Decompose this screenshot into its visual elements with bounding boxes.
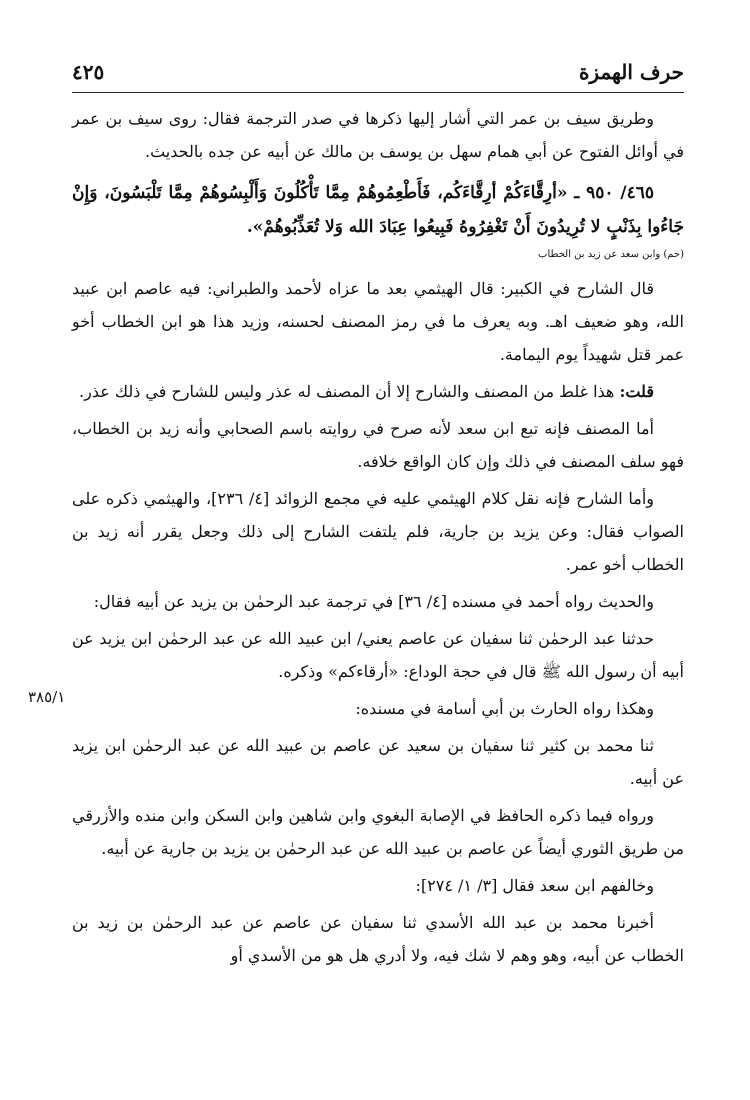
paragraph: وهكذا رواه الحارث بن أبي أسامة في مسنده: xyxy=(355,699,654,718)
paragraph-text: هذا غلط من المصنف والشارح إلا أن المصنف له عذر وليس للشارح في ذلك عذر. xyxy=(79,382,620,401)
qultu-label: قلت: xyxy=(619,382,654,401)
hadith-source: (حم) وابن سعد عن زيد بن الخطاب xyxy=(538,249,684,260)
paragraph: وطريق سيف بن عمر التي أشار إليها ذكرها في صدر الترجمة فقال: روى سيف بن عمر في أوائل الفتوح عن أبي همام سهل بن يوسف بن مالك عن أبيه عن جده بالحديث. xyxy=(72,109,684,161)
paragraph xyxy=(72,375,684,408)
hadith-text: ٤٦٥/ ٩٥٠ ـ «أرِقَّاءَكُمْ أرِقَّاءَكُم، فَأَطْعِمُوهُمْ مِمَّا تَأْكُلُونَ وَأَلْبِسُوهُمْ مِمَّا تَلْبَسُونَ، وَإِنْ جَاءُوا بِذَنْبٍ لا تُرِيدُونَ أَنْ تَغْفِرُوهُ فَبِيعُوا عِبَادَ الله وَلا تُعَذِّبُوهُمْ». xyxy=(72,183,684,237)
page-body xyxy=(72,102,684,976)
paragraph: وأما الشارح فإنه نقل كلام الهيثمي عليه في مجمع الزوائد [٤/ ٢٣٦]، والهيثمي ذكره على الصواب فقال: وعن يزيد بن جارية، فلم يلتفت الشارح إلى ذلك وجعل يقرر أنه زيد بن الخطاب أخو عمر. xyxy=(72,489,684,574)
paragraph: قال الشارح في الكبير: قال الهيثمي بعد ما عزاه لأحمد والطبراني: فيه عاصم ابن عبيد الله، وهو ضعيف اهـ. وبه يعرف ما في رمز المصنف لحسنه، وزيد هذا هو ابن الخطاب أخو عمر قتل شهيداً يوم اليمامة. xyxy=(72,279,684,364)
running-header xyxy=(72,56,684,93)
margin-page-marker: ٣٨٥/١ xyxy=(28,688,66,706)
paragraph: وخالفهم ابن سعد فقال [٣/ ١/ ٢٧٤]: xyxy=(415,876,654,895)
paragraph: ورواه فيما ذكره الحافظ في الإصابة البغوي وابن شاهين وابن السكن وابن منده والأزرقي من طريق الثوري أيضاً عن عاصم بن عبيد الله عن عبد الرحمٰن بن يزيد بن جارية عن أبيه. xyxy=(72,806,684,858)
paragraph: حدثنا عبد الرحمٰن ثنا سفيان عن عاصم يعني/ ابن عبيد الله عن عبد الرحمٰن ابن يزيد عن أبيه أن رسول الله ﷺ قال في حجة الوداع: «أرقاءكم» وذكره. xyxy=(72,629,684,681)
paragraph: أخبرنا محمد بن عبد الله الأسدي ثنا سفيان عن عاصم عن عبد الرحمٰن بن زيد بن الخطاب عن أبيه، وهو وهم لا شك فيه، ولا أدري هل هو من الأسدي أو xyxy=(72,913,684,965)
paragraph: أما المصنف فإنه تبع ابن سعد لأنه صرح في روايته باسم الصحابي وأنه زيد بن الخطاب، فهو سلف المصنف في ذلك وإن كان الواقع خلافه. xyxy=(72,419,684,471)
paragraph: ثنا محمد بن كثير ثنا سفيان بن سعيد عن عاصم بن عبيد الله عن عبد الرحمٰن ابن يزيد عن أبيه. xyxy=(72,736,684,788)
page-number: ٤٢٥ xyxy=(72,60,105,84)
chapter-title: حرف الهمزة xyxy=(578,60,684,84)
paragraph: والحديث رواه أحمد في مسنده [٤/ ٣٦] في ترجمة عبد الرحمٰن بن يزيد عن أبيه فقال: xyxy=(93,592,654,611)
